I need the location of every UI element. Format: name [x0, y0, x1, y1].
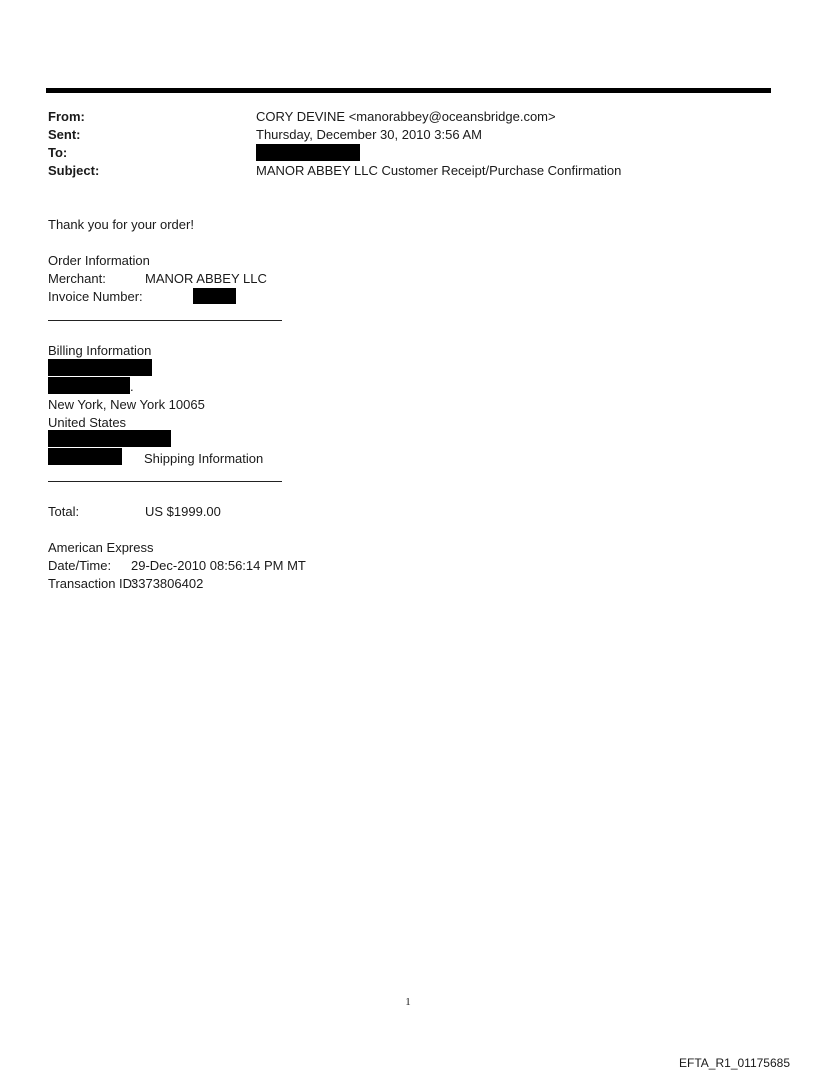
billing-city: New York, New York 10065: [48, 397, 205, 412]
billing-heading: Billing Information: [48, 343, 152, 358]
invoice-label: Invoice Number:: [48, 289, 143, 304]
to-label: To:: [48, 145, 68, 160]
datetime-value: 29-Dec-2010 08:56:14 PM MT: [131, 558, 306, 573]
billing-street-redaction: [48, 377, 130, 394]
billing-country: United States: [48, 415, 127, 430]
merchant-value: MANOR ABBEY LLC: [145, 271, 267, 286]
card-type: American Express: [48, 540, 154, 555]
datetime-label: Date/Time:: [48, 558, 112, 573]
billing-name-redaction: [48, 359, 152, 376]
transaction-id-value: 3373806402: [131, 576, 204, 591]
billing-email-redaction: [48, 448, 122, 465]
billing-phone-redaction: [48, 430, 171, 447]
shipping-heading: Shipping Information: [144, 451, 264, 466]
transaction-id-label: Transaction ID:: [48, 576, 136, 591]
divider: [48, 320, 282, 321]
document-id: EFTA_R1_01175685: [679, 1056, 790, 1070]
to-redaction: [256, 144, 360, 161]
greeting: Thank you for your order!: [48, 217, 194, 232]
invoice-redaction: [193, 288, 236, 304]
subject-label: Subject:: [48, 163, 100, 178]
billing-dot: .: [130, 379, 134, 394]
subject-value: MANOR ABBEY LLC Customer Receipt/Purchase Confirmation: [256, 163, 622, 178]
page-number: 1: [405, 996, 411, 1008]
header-rule: [46, 88, 771, 93]
total-label: Total:: [48, 504, 80, 519]
divider: [48, 481, 282, 482]
total-value: US $1999.00: [145, 504, 221, 519]
from-label: From:: [48, 109, 85, 124]
order-heading: Order Information: [48, 253, 150, 268]
sent-value: Thursday, December 30, 2010 3:56 AM: [256, 127, 482, 142]
from-value: CORY DEVINE <manorabbey@oceansbridge.com>: [256, 109, 556, 124]
merchant-label: Merchant:: [48, 271, 106, 286]
sent-label: Sent:: [48, 127, 81, 142]
